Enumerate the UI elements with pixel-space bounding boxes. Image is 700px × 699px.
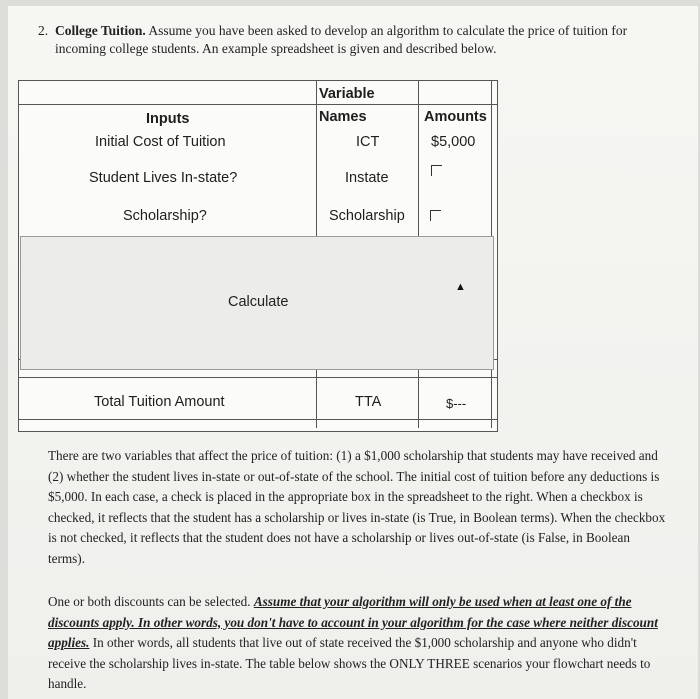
instate-variable: Instate <box>345 170 389 186</box>
instate-checkbox[interactable] <box>431 165 442 176</box>
instate-label: Student Lives In-state? <box>89 170 238 186</box>
header-inputs: Inputs <box>146 111 190 127</box>
calculate-button[interactable] <box>20 236 494 370</box>
ict-amount: $5,000 <box>431 134 476 150</box>
total-variable: TTA <box>355 394 382 410</box>
header-names: Names <box>319 109 367 125</box>
paragraph-2 <box>48 592 668 695</box>
scholarship-label: Scholarship? <box>123 208 207 224</box>
ict-label: Initial Cost of Tuition <box>95 134 226 150</box>
scholarship-checkbox[interactable] <box>430 210 441 221</box>
cursor-icon: ▲ <box>455 281 466 293</box>
spreadsheet <box>18 80 498 432</box>
total-label: Total Tuition Amount <box>94 394 225 410</box>
paragraph-2-lead: One or both discounts can be selected. <box>48 594 254 609</box>
header-amounts: Amounts <box>424 109 487 125</box>
total-amount: $--- <box>446 396 467 411</box>
paragraph-2-emphasis: Assume that your algorithm will only be used when at least one of the discounts apply. In other words, you don't have to account in your algorithm for the case where neither discount applies. <box>48 594 658 650</box>
question-title: College Tuition. <box>55 23 146 38</box>
ict-variable: ICT <box>356 134 380 150</box>
question-intro: Assume you have been asked to develop an algorithm to calculate the price of tuition for incoming college students. An example spreadsheet is given and described below. <box>55 23 628 56</box>
question-number: 2. <box>38 23 49 38</box>
header-variable: Variable <box>319 86 375 102</box>
calculate-label: Calculate <box>228 294 289 310</box>
scholarship-variable: Scholarship <box>329 208 405 224</box>
paragraph-1: There are two variables that affect the price of tuition: (1) a $1,000 scholarship that students may have received and (2) whether the student lives in-state or out-of-state of the school. The initial cost of tuition before any deductions is $5,000. In each case, a check is placed in the appropriate box in the spreadsheet to the right. When a checkbox is checked, it reflects that the student has a scholarship or lives in-state (is True, in Boolean terms). When the checkbox is not checked, it reflects that the student does not have a scholarship or lives out-of-state (is False, in Boolean terms). <box>48 448 666 566</box>
paragraph-2-tail: In other words, all students that live out of state received the $1,000 scholarship and anyone who didn't receive the scholarship lives in-state. The table below shows the ONLY THREE scenarios your flowchart needs to handle. <box>48 635 651 691</box>
